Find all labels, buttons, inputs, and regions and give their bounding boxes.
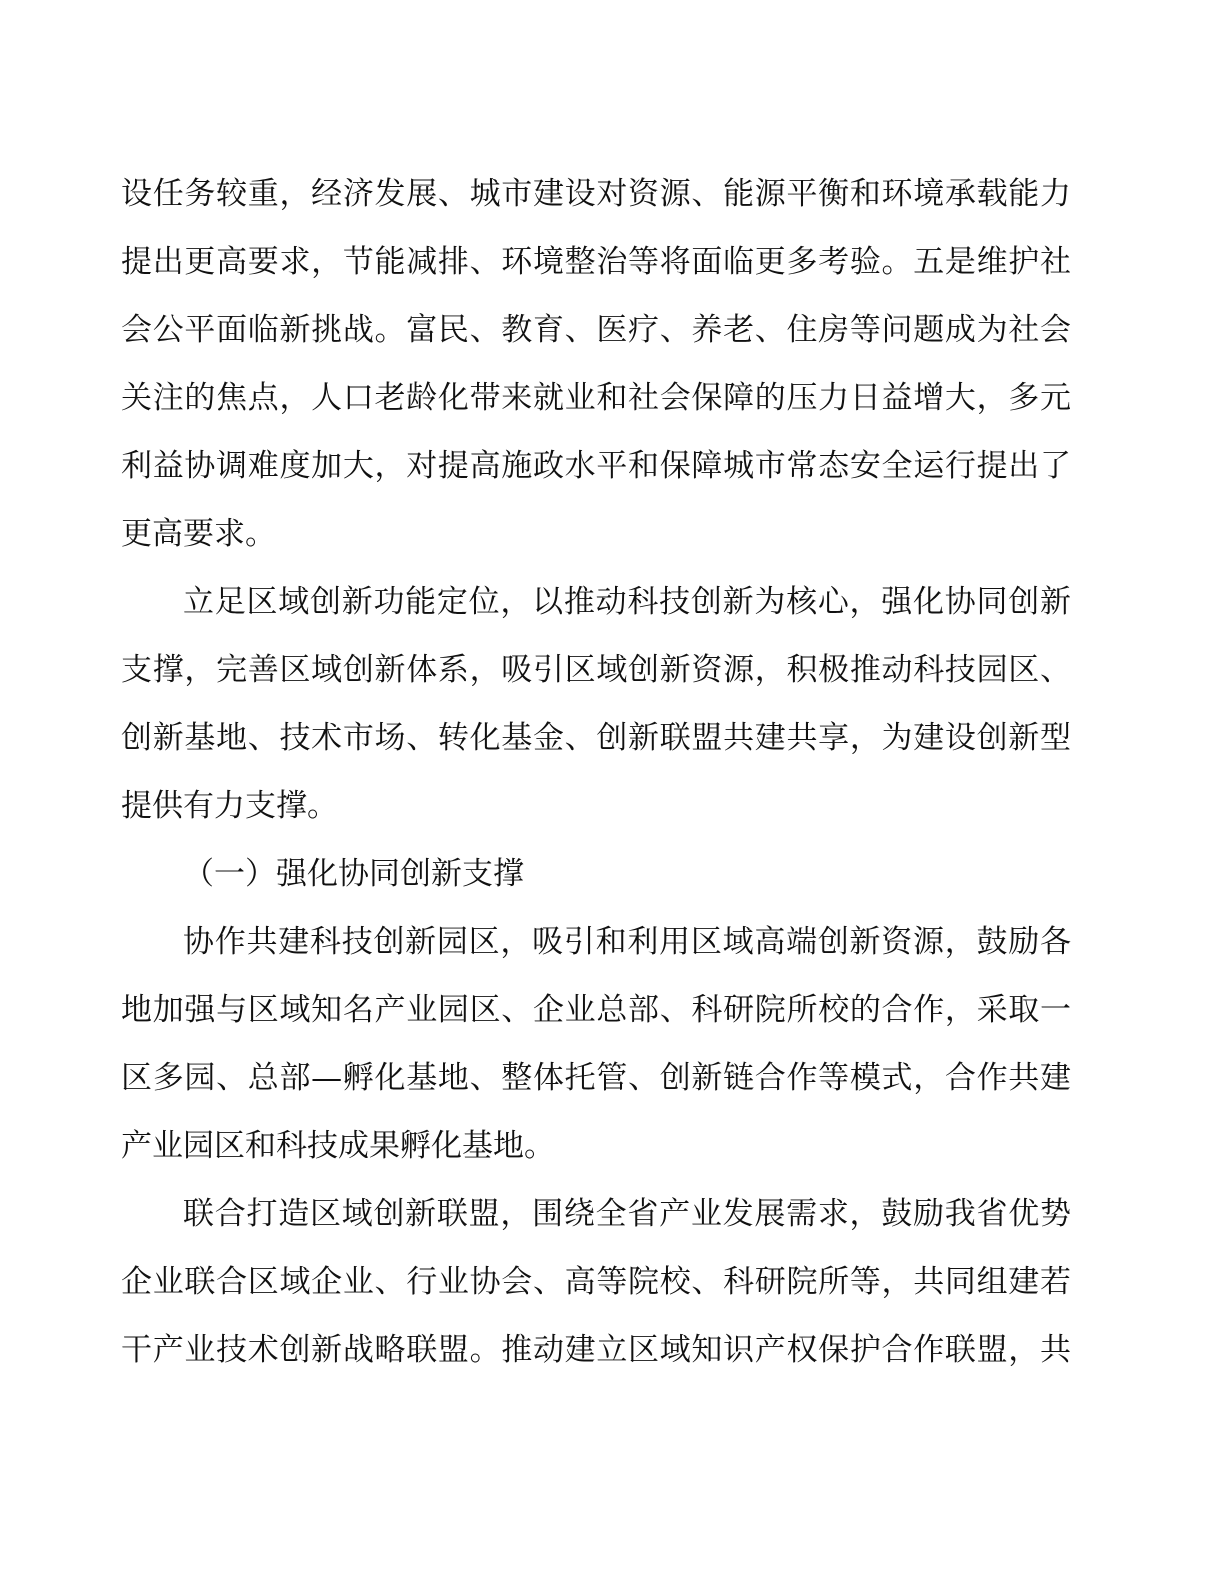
text-line: 关注的焦点，人口老龄化带来就业和社会保障的压力日益增大，多元	[121, 380, 1071, 416]
text-line: 地加强与区域知名产业园区、企业总部、科研院所校的合作，采取一	[121, 992, 1071, 1028]
text-line: 产业园区和科技成果孵化基地。	[121, 1128, 555, 1164]
text-line: 创新基地、技术市场、转化基金、创新联盟共建共享，为建设创新型	[121, 720, 1071, 756]
text-line: 会公平面临新挑战。富民、教育、医疗、养老、住房等问题成为社会	[121, 312, 1071, 348]
text-line: 干产业技术创新战略联盟。推动建立区域知识产权保护合作联盟，共	[121, 1332, 1071, 1368]
text-line: 设任务较重，经济发展、城市建设对资源、能源平衡和环境承载能力	[121, 176, 1071, 212]
text-line: 利益协调难度加大，对提高施政水平和保障城市常态安全运行提出了	[121, 448, 1071, 484]
text-line: 立足区域创新功能定位，以推动科技创新为核心，强化协同创新	[183, 584, 1071, 620]
paragraph-1	[121, 160, 1071, 568]
text-line: 协作共建科技创新园区，吸引和利用区域高端创新资源，鼓励各	[183, 924, 1071, 960]
section-heading	[121, 840, 1071, 908]
text-line: 提供有力支撑。	[121, 788, 338, 824]
paragraph-3	[121, 908, 1071, 1180]
text-line: 更高要求。	[121, 516, 276, 552]
text-line: 提出更高要求，节能减排、环境整治等将面临更多考验。五是维护社	[121, 244, 1071, 280]
paragraph-4	[121, 1180, 1071, 1384]
text-line: 企业联合区域企业、行业协会、高等院校、科研院所等，共同组建若	[121, 1264, 1071, 1300]
section-heading-text: （一）强化协同创新支撑	[183, 856, 524, 892]
text-line: 联合打造区域创新联盟，围绕全省产业发展需求，鼓励我省优势	[183, 1196, 1071, 1232]
text-line: 支撑，完善区域创新体系，吸引区域创新资源，积极推动科技园区、	[121, 652, 1071, 688]
paragraph-2	[121, 568, 1071, 840]
document-body	[121, 160, 1071, 1384]
text-line: 区多园、总部—孵化基地、整体托管、创新链合作等模式，合作共建	[121, 1060, 1071, 1096]
